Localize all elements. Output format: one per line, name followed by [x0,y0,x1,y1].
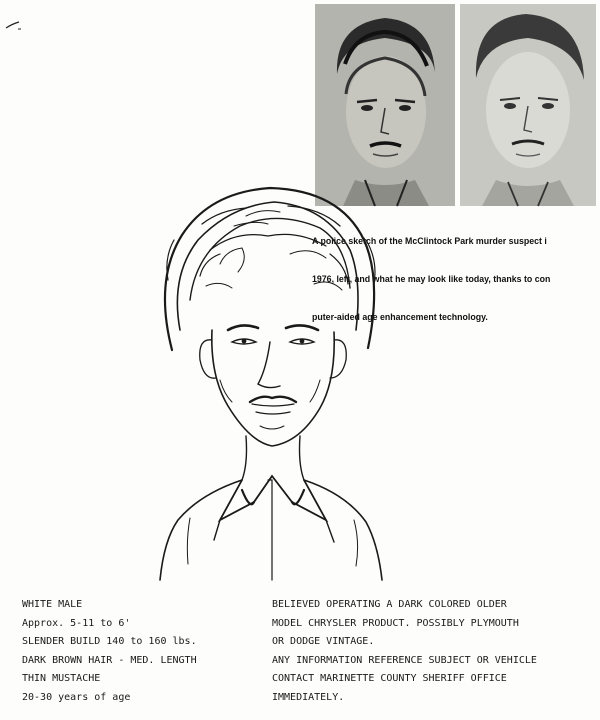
pen-mark [4,16,26,32]
description-line: WHITE MALE [22,599,83,610]
notice-line: ANY INFORMATION REFERENCE SUBJECT OR VEHICLE [272,654,537,666]
notice-line: BELIEVED OPERATING A DARK COLORED OLDER [272,599,507,610]
caption-line: A police sketch of the McClintock Park murder suspect i [312,236,547,247]
caption-line: 1976, left, and what he may look like today, thanks to con [312,273,551,284]
notice-line: OR DODGE VINTAGE. [272,636,375,647]
caption-line: puter-aided age enhancement technology. [312,311,488,322]
age-enhanced-photo [460,4,596,206]
description-line: SLENDER BUILD 140 to 160 lbs. [22,636,197,647]
vehicle-notice [272,596,594,707]
notice-line: MODEL CHRYSLER PRODUCT. POSSIBLY PLYMOUTH [272,617,519,629]
description-line: 20-30 years of age [22,691,131,703]
suspect-sketch [150,180,390,585]
police-sketch-photo-1976 [315,4,455,206]
description-line: Approx. 5-11 to 6' [22,617,131,629]
notice-line: IMMEDIATELY. [272,691,345,703]
description-line: THIN MUSTACHE [22,673,101,684]
description-line: DARK BROWN HAIR - MED. LENGTH [22,654,197,666]
suspect-description [22,596,262,707]
notice-line: CONTACT MARINETTE COUNTY SHERIFF OFFICE [272,673,507,684]
